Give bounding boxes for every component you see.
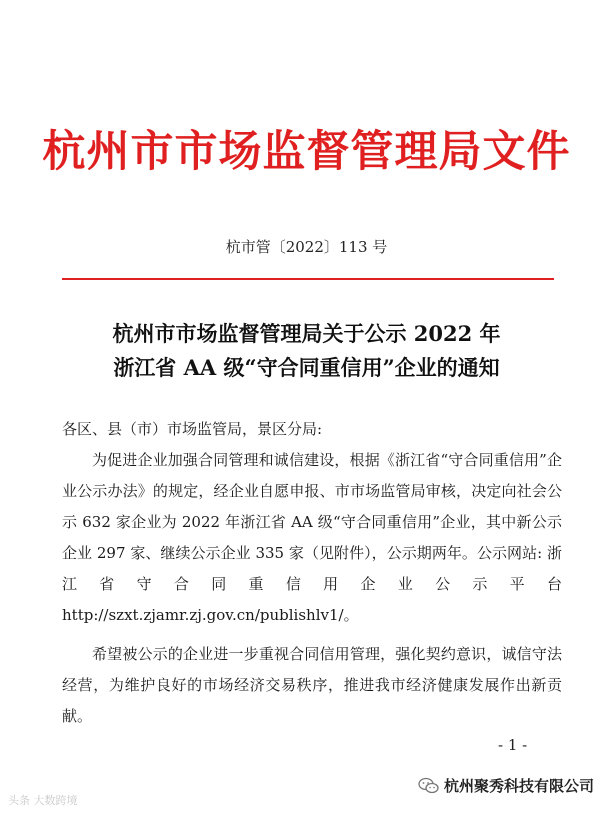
notice-title-line-2: 浙江省 AA 级“守合同重信用”企业的通知 <box>113 355 500 380</box>
notice-title-line-1: 杭州市市场监督管理局关于公示 2022 年 <box>112 321 501 346</box>
watermark-left: 头条 大数跨境 <box>8 794 78 807</box>
document-masthead: 杭州市市场监督管理局文件 <box>42 127 571 177</box>
body-paragraph-1: 为促进企业加强合同管理和诚信建设，根据《浙江省“守合同重信用”企业公示办法》的规定，经企业自愿申报、市市场监管局审核，决定向社会公示 632 家企业为 2022 年浙江省 AA 级“守合同重信用”企业，其中新公示企业 297 家、继续公示企业 335 家（见附件），公示期两年。公示网站: 浙江省守合同重信用企业公示平台 http://szxt.zjamr.zj.gov.cn/publishlv1/。 <box>62 451 562 624</box>
watermark-right <box>418 775 594 796</box>
notice-body <box>62 414 562 732</box>
page-number: - 1 - <box>498 736 528 754</box>
body-paragraph-2: 希望被公示的企业进一步重视合同信用管理，强化契约意识，诚信守法经营，为维护良好的市场经济交易秩序，推进我市经济健康发展作出新贡献。 <box>62 645 562 725</box>
wechat-icon <box>418 777 440 795</box>
red-divider-line <box>62 278 554 280</box>
addressee: 各区、县（市）市场监管局，景区分局: <box>62 420 323 438</box>
document-number: 杭市管〔2022〕113 号 <box>225 238 388 256</box>
watermark-company: 杭州聚秀科技有限公司 <box>444 777 595 795</box>
